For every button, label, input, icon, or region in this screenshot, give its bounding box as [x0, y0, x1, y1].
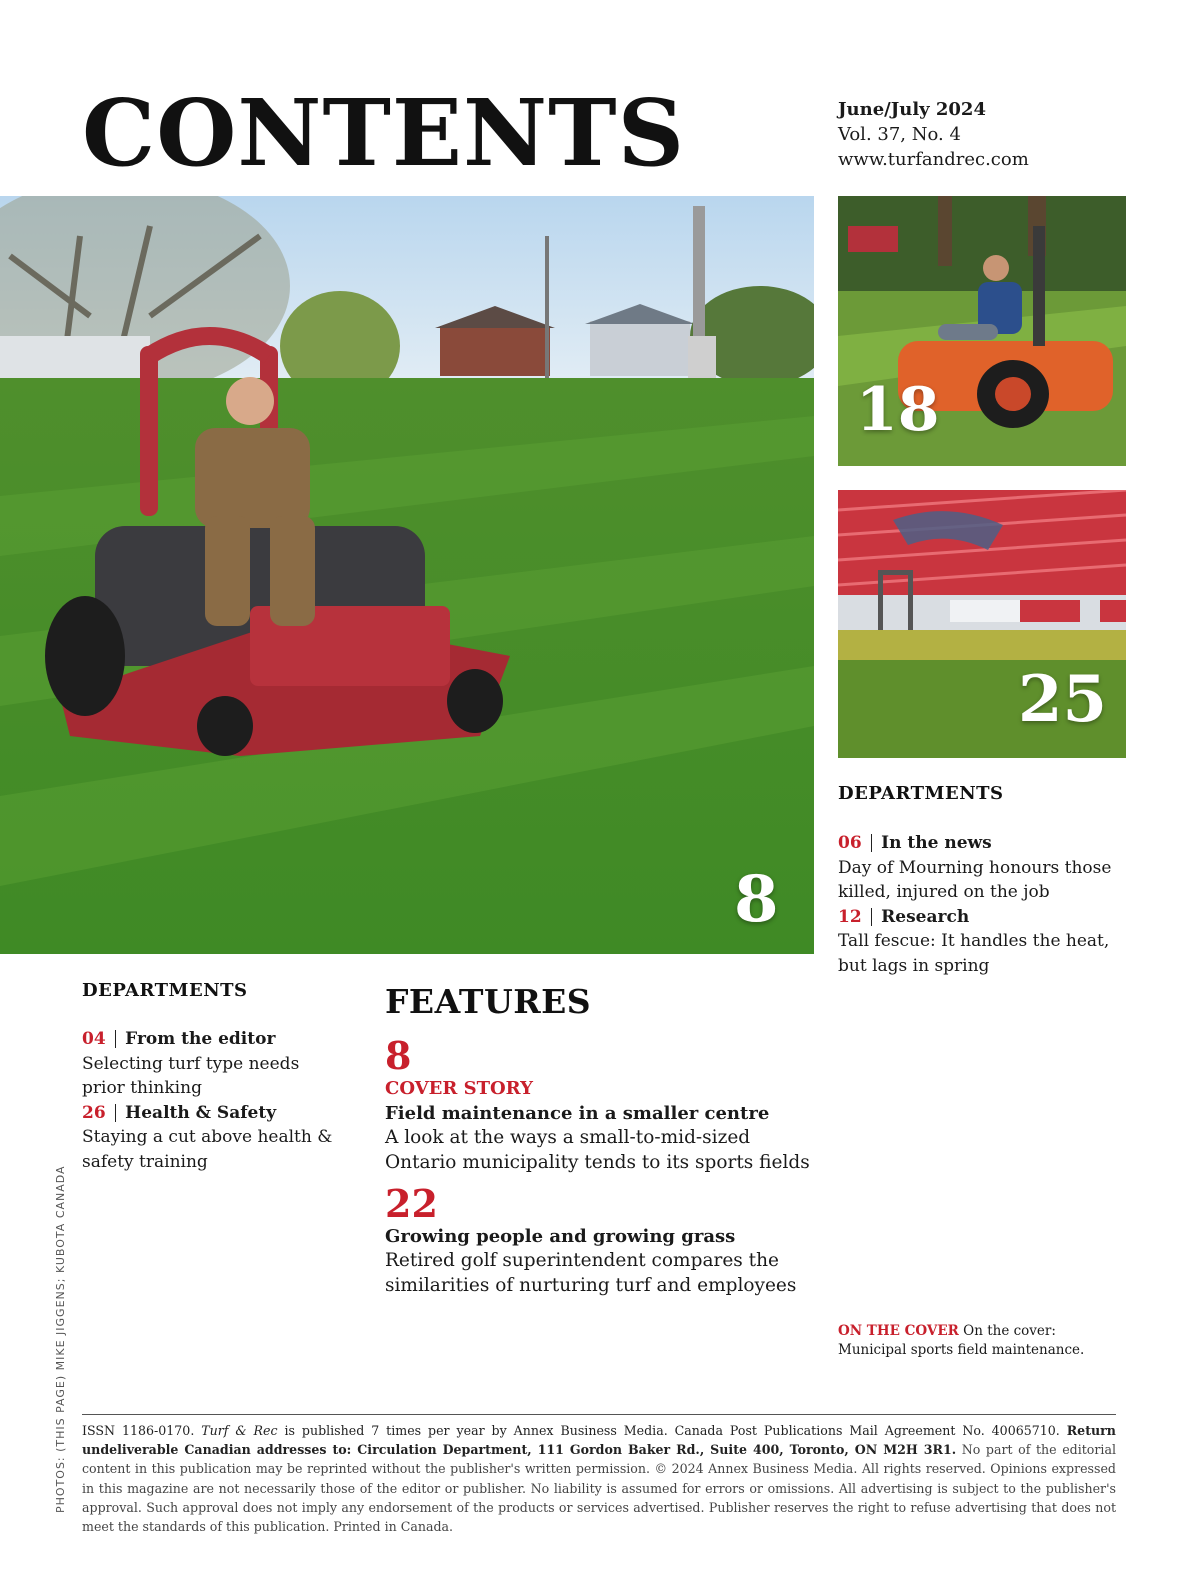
feature-kicker: COVER STORY: [385, 1078, 533, 1099]
publication-name: Turf & Rec: [201, 1423, 278, 1438]
departments-left-list: [82, 1027, 347, 1174]
departments-right-list: [838, 831, 1128, 978]
return-address: Return undeliverable Canadian addresses to: Circulation Department, 111 Gordon Baker Rd., Suite 400, Toronto, ON M2H 3R1.: [82, 1423, 1116, 1458]
feature-desc: Retired golf superintendent compares the similarities of nurturing turf and employees: [385, 1250, 797, 1296]
departments-left-heading: DEPARTMENTS: [82, 980, 248, 1001]
department-page: 04: [82, 1029, 106, 1049]
mower-photo-illustration: [0, 196, 814, 954]
department-page: 12: [838, 906, 862, 927]
mid-right-photo-page-number: 25: [1018, 662, 1108, 737]
legal-notice: [82, 1421, 1116, 1536]
department-item[interactable]: [838, 905, 1128, 979]
divider: [115, 1030, 117, 1048]
page-title: CONTENTS: [82, 79, 686, 187]
department-name: In the news: [881, 833, 992, 853]
department-name: From the editor: [125, 1029, 276, 1049]
department-desc: Selecting turf type needs prior thinking: [82, 1053, 300, 1098]
feature-title: Field maintenance in a smaller centre: [385, 1103, 770, 1124]
feature-item[interactable]: [385, 1181, 815, 1298]
main-photo-page-number: 8: [734, 862, 779, 937]
department-name: Health & Safety: [125, 1102, 277, 1123]
cover-note-label: ON THE COVER: [838, 1323, 959, 1339]
department-page: 06: [838, 833, 862, 853]
issue-volume: Vol. 37, No. 4: [838, 124, 961, 145]
feature-desc: A look at the ways a small-to-mid-sized Ontario municipality tends to its sports fields: [385, 1127, 810, 1173]
feature-page: 22: [385, 1181, 438, 1226]
issn: ISSN 1186-0170.: [82, 1423, 195, 1438]
department-name: Research: [881, 906, 970, 927]
issue-date: June/July 2024: [838, 99, 986, 120]
divider: [871, 834, 873, 852]
legal-body: No part of the editorial content in this publication may be reprinted without the publisher's written permission. © 2024 Annex Business Media. All rights reserved. Opinions expressed in this magazine are not necessarily those of the editor or publisher. No liability is assumed for errors or omissions. All advertising is subject to the publisher's approval. Such approval does not imply any endorsement of the products or services advertised. Publisher reserves the right to refuse advertising that does not meet the standards of this publication. Printed in Canada.: [82, 1442, 1116, 1535]
publication-line: is published 7 times per year by Annex Business Media. Canada Post Publications Mail Agreement No. 40065710.: [284, 1423, 1060, 1438]
cover-note-text: On the cover: Municipal sports field maintenance.: [838, 1323, 1085, 1358]
mid-right-photo: [838, 490, 1126, 758]
divider: [115, 1104, 117, 1122]
features-heading: FEATURES: [385, 982, 592, 1021]
top-right-photo: [838, 196, 1126, 466]
cover-note: [838, 1322, 1128, 1360]
feature-title: Growing people and growing grass: [385, 1226, 736, 1247]
department-desc: Tall fescue: It handles the heat, but lags in spring: [838, 931, 1110, 976]
department-item[interactable]: [82, 1027, 347, 1101]
department-desc: Staying a cut above health & safety training: [82, 1127, 333, 1172]
footer-divider: [82, 1414, 1116, 1415]
top-right-photo-page-number: 18: [856, 375, 940, 445]
feature-page: 8: [385, 1033, 412, 1078]
department-item[interactable]: [82, 1101, 347, 1175]
department-page: 26: [82, 1102, 106, 1123]
divider: [871, 908, 873, 926]
main-photo: [0, 196, 814, 954]
website-link[interactable]: www.turfandrec.com: [838, 149, 1029, 170]
feature-item[interactable]: [385, 1033, 815, 1175]
photo-credit: PHOTOS: (THIS PAGE) MIKE JIGGENS; KUBOTA CANADA: [54, 1165, 67, 1513]
department-desc: Day of Mourning honours those killed, injured on the job: [838, 857, 1112, 902]
department-item[interactable]: [838, 831, 1128, 905]
issue-info: [838, 97, 1029, 172]
departments-right-heading: DEPARTMENTS: [838, 783, 1004, 804]
